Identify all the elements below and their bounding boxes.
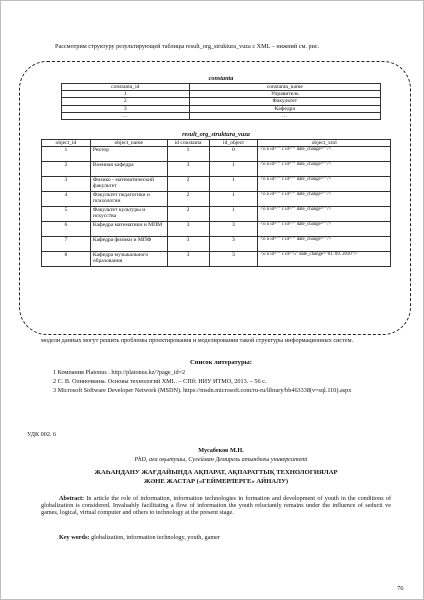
keywords-paragraph — [41, 534, 391, 541]
abstract-label: Abstract: — [59, 495, 85, 502]
table-cell: Кафедра математики и МПМ — [90, 222, 167, 237]
article-title-line1: ЖАҺАНДАНУ ЖАҒДАЙЫНДА АҚПАРАТ, АҚПАРАТТЫҚ ТЕХНОЛОГИЯЛАР — [94, 469, 338, 476]
reference-item: 2 С. В. Олиночкина. Основы технологий XML. – СПб: НИУ ИТМО, 2013. – 56 с. — [53, 378, 267, 386]
table-header-cell: id constanta — [167, 140, 209, 147]
table-row — [42, 192, 391, 207]
table-cell: 0 — [209, 147, 258, 162]
table-header-row — [62, 84, 381, 91]
table-cell: … — [189, 112, 380, 119]
table-cell: <o n id="" c id="" date_change=""/> — [258, 222, 391, 237]
table-cell: 3 — [62, 105, 190, 112]
table-cell: 8 — [42, 252, 91, 267]
table-cell: 3 — [167, 222, 209, 237]
continued-paragraph: модели данных могут решить проблемы проектирования и моделирования такой структуры информационных систем. — [41, 337, 354, 344]
table-row — [42, 177, 391, 192]
table-cell: Факультет педагогики и психологии — [90, 192, 167, 207]
references-list — [53, 369, 393, 395]
table-cell: 1 — [42, 147, 91, 162]
table-cell: 3 — [209, 237, 258, 252]
table-cell: Кафедра — [189, 105, 380, 112]
table-cell: 1 — [167, 147, 209, 162]
reference-item: 1 Компания Platonus . http://platonus.kz/?page_id=2 — [53, 369, 186, 376]
reference-item: 3 Microsoft Software Developer Network (MSDN). https://msdn.microsoft.com/ru-ru/library/bb463338(v=sql.110).aspx — [53, 387, 352, 395]
table-cell: 1 — [209, 162, 258, 177]
table-cell: 1 — [209, 192, 258, 207]
table-cell: <o n id="" c id="" date_change=""/> — [258, 207, 391, 222]
result-table — [41, 139, 391, 267]
table-cell: Факультет культуры и искусства — [90, 207, 167, 222]
abstract-paragraph — [41, 495, 391, 517]
table-cell: Кафедра физики и МПФ — [90, 237, 167, 252]
table-cell: 3 — [209, 222, 258, 237]
table-cell: Кафедра музыкального образования — [90, 252, 167, 267]
table-cell: Ректор — [90, 147, 167, 162]
abstract-text: In article the role of information, information technologies in formation and development of youth in the conditions of globalization is considered. Invaluably facilitating a flow of information the youth reluctantly remains under the influence of seducti ve games, logical, virtual computer and others to technology at the present stage. — [41, 495, 391, 517]
table-cell: 3 — [167, 237, 209, 252]
table-header-cell: object_xml — [258, 140, 391, 147]
table-header-cell: id_object — [209, 140, 258, 147]
table-cell: <o n id="" c id="" date_change=""/> — [258, 177, 391, 192]
table-header-cell: object_name — [90, 140, 167, 147]
table-cell: <o n id="" c id="" date_change=""/> — [258, 147, 391, 162]
table-cell: 6 — [42, 222, 91, 237]
table-cell: 7 — [42, 237, 91, 252]
table-cell: Военная кафедра — [90, 162, 167, 177]
author-affiliation: PhD, аға оқытушы, Сулейман Демирель атындағы университеті — [134, 456, 308, 463]
table-row — [62, 105, 381, 112]
article-title-line2: ЖӘНЕ ЖАСТАР («ГЕЙМЕРЛЕРГЕ» АЙНАЛУ) — [143, 478, 289, 485]
table-cell: 5 — [42, 207, 91, 222]
table-row — [62, 91, 381, 98]
table1-title: constanta — [208, 75, 234, 82]
table-cell: 3 — [209, 252, 258, 267]
udk-code: УДК 002. 6 — [27, 431, 57, 438]
table-row — [62, 98, 381, 105]
table-cell: 2 — [167, 192, 209, 207]
table-row — [42, 222, 391, 237]
table-cell: 3 — [167, 162, 209, 177]
table-row — [62, 112, 381, 119]
author-name: Мусабеков М.Н. — [198, 447, 244, 454]
references-heading: Список литературы: — [190, 359, 252, 366]
table-row — [42, 147, 391, 162]
table-row — [42, 207, 391, 222]
table-cell: 3 — [167, 252, 209, 267]
table-cell: <o n id="" c id="5" date_change="01. 09. 2010"/> — [258, 252, 391, 267]
table-row — [42, 237, 391, 252]
table2-title: result_org_struktura_vuza — [182, 131, 250, 138]
table-cell: <o n id="" c id="" date_change=""/> — [258, 192, 391, 207]
table-cell: 4 — [42, 192, 91, 207]
constanta-table — [61, 83, 381, 120]
page-number: 76 — [397, 585, 404, 592]
table-cell: 1 — [62, 91, 190, 98]
table-row — [42, 252, 391, 267]
table-cell: 3 — [42, 177, 91, 192]
table-row — [42, 162, 391, 177]
table-cell: <o n id="" c id="" date_change=""/> — [258, 162, 391, 177]
table-cell: 2 — [62, 98, 190, 105]
table-cell: 1 — [209, 177, 258, 192]
intro-paragraph: Рассмотрим структуру результирующей таблицы result_org_struktura_vuza с XML – нижний см. рис. — [55, 43, 320, 50]
table-cell: Факультет — [189, 98, 380, 105]
table-header-cell: constanta_name — [189, 84, 380, 91]
keywords-label: Key words: — [59, 534, 90, 541]
table-header-row — [42, 140, 391, 147]
table-header-cell: constanta_id — [62, 84, 190, 91]
table-cell: … — [62, 112, 190, 119]
table-cell: 2 — [42, 162, 91, 177]
table-cell: Управитель — [189, 91, 380, 98]
keywords-text: globalization, information technology, youth, gamer — [90, 534, 220, 541]
table-cell: Физико - математический факультет — [90, 177, 167, 192]
table-cell: 2 — [167, 207, 209, 222]
table-cell: 1 — [209, 207, 258, 222]
table-header-cell: object_id — [42, 140, 91, 147]
table-cell: <o n id="" c id="" date_change=""/> — [258, 237, 391, 252]
table-cell: 2 — [167, 177, 209, 192]
